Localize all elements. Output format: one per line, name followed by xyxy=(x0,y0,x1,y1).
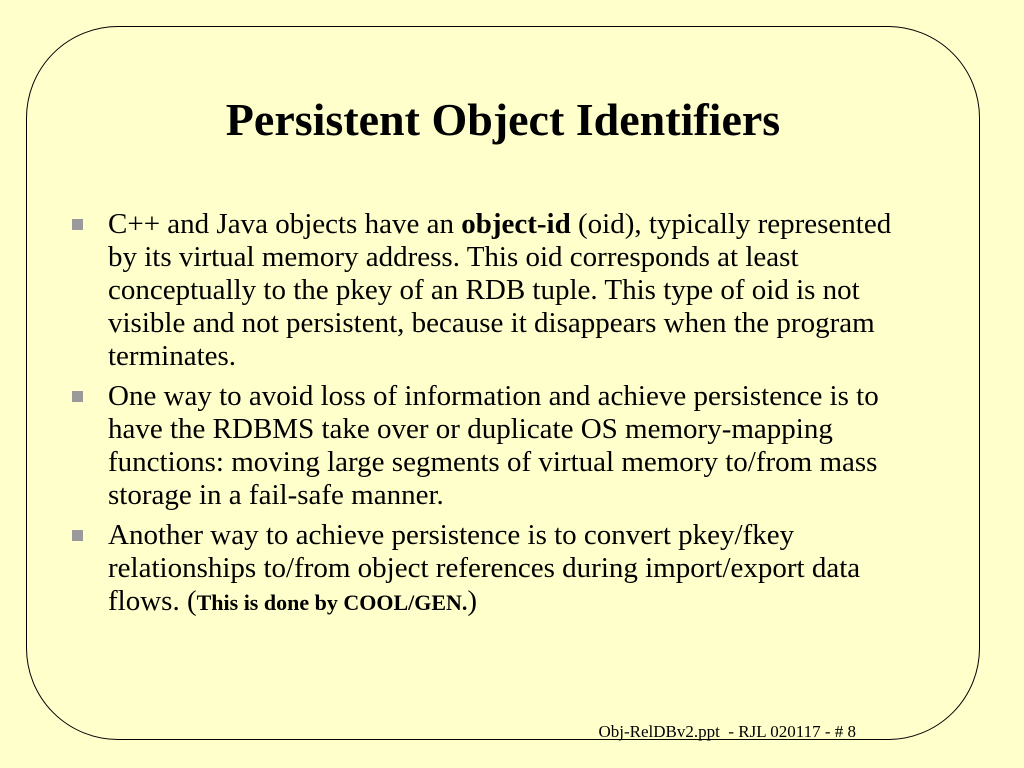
slide-footer: Obj-RelDBv2.ppt - RJL 020117 - # 8 xyxy=(598,722,856,741)
bullet-item xyxy=(68,208,898,373)
bullet-list xyxy=(68,208,898,626)
square-bullet-icon xyxy=(72,530,83,541)
square-bullet-icon xyxy=(72,219,83,230)
bullet-emphasis: object-id xyxy=(461,208,571,240)
bullet-item xyxy=(68,519,898,619)
bullet-text-before: C++ and Java objects have an xyxy=(108,208,462,240)
bullet-text-after: ) xyxy=(467,585,478,617)
bullet-item xyxy=(68,380,898,512)
square-bullet-icon xyxy=(72,391,83,402)
bullet-text-after: (oid), typically represented by its virtual memory address. This oid corresponds at least conceptually to the pkey of an RDB tuple. This type of oid is not visible and not persistent, because it disappears when the program terminates. xyxy=(108,208,892,372)
bullet-text-before: Another way to achieve persistence is to convert pkey/fkey relationships to/from object references during import/export data flows. ( xyxy=(108,519,861,617)
bullet-text: One way to avoid loss of information and achieve persistence is to have the RDBMS take over or duplicate OS memory-mapping functions: moving large segments of virtual memory to/from mass storage in a fail-safe manner. xyxy=(108,380,879,511)
slide-title: Persistent Object Identifiers xyxy=(225,94,781,145)
bullet-emphasis: This is done by COOL/GEN. xyxy=(196,590,468,615)
